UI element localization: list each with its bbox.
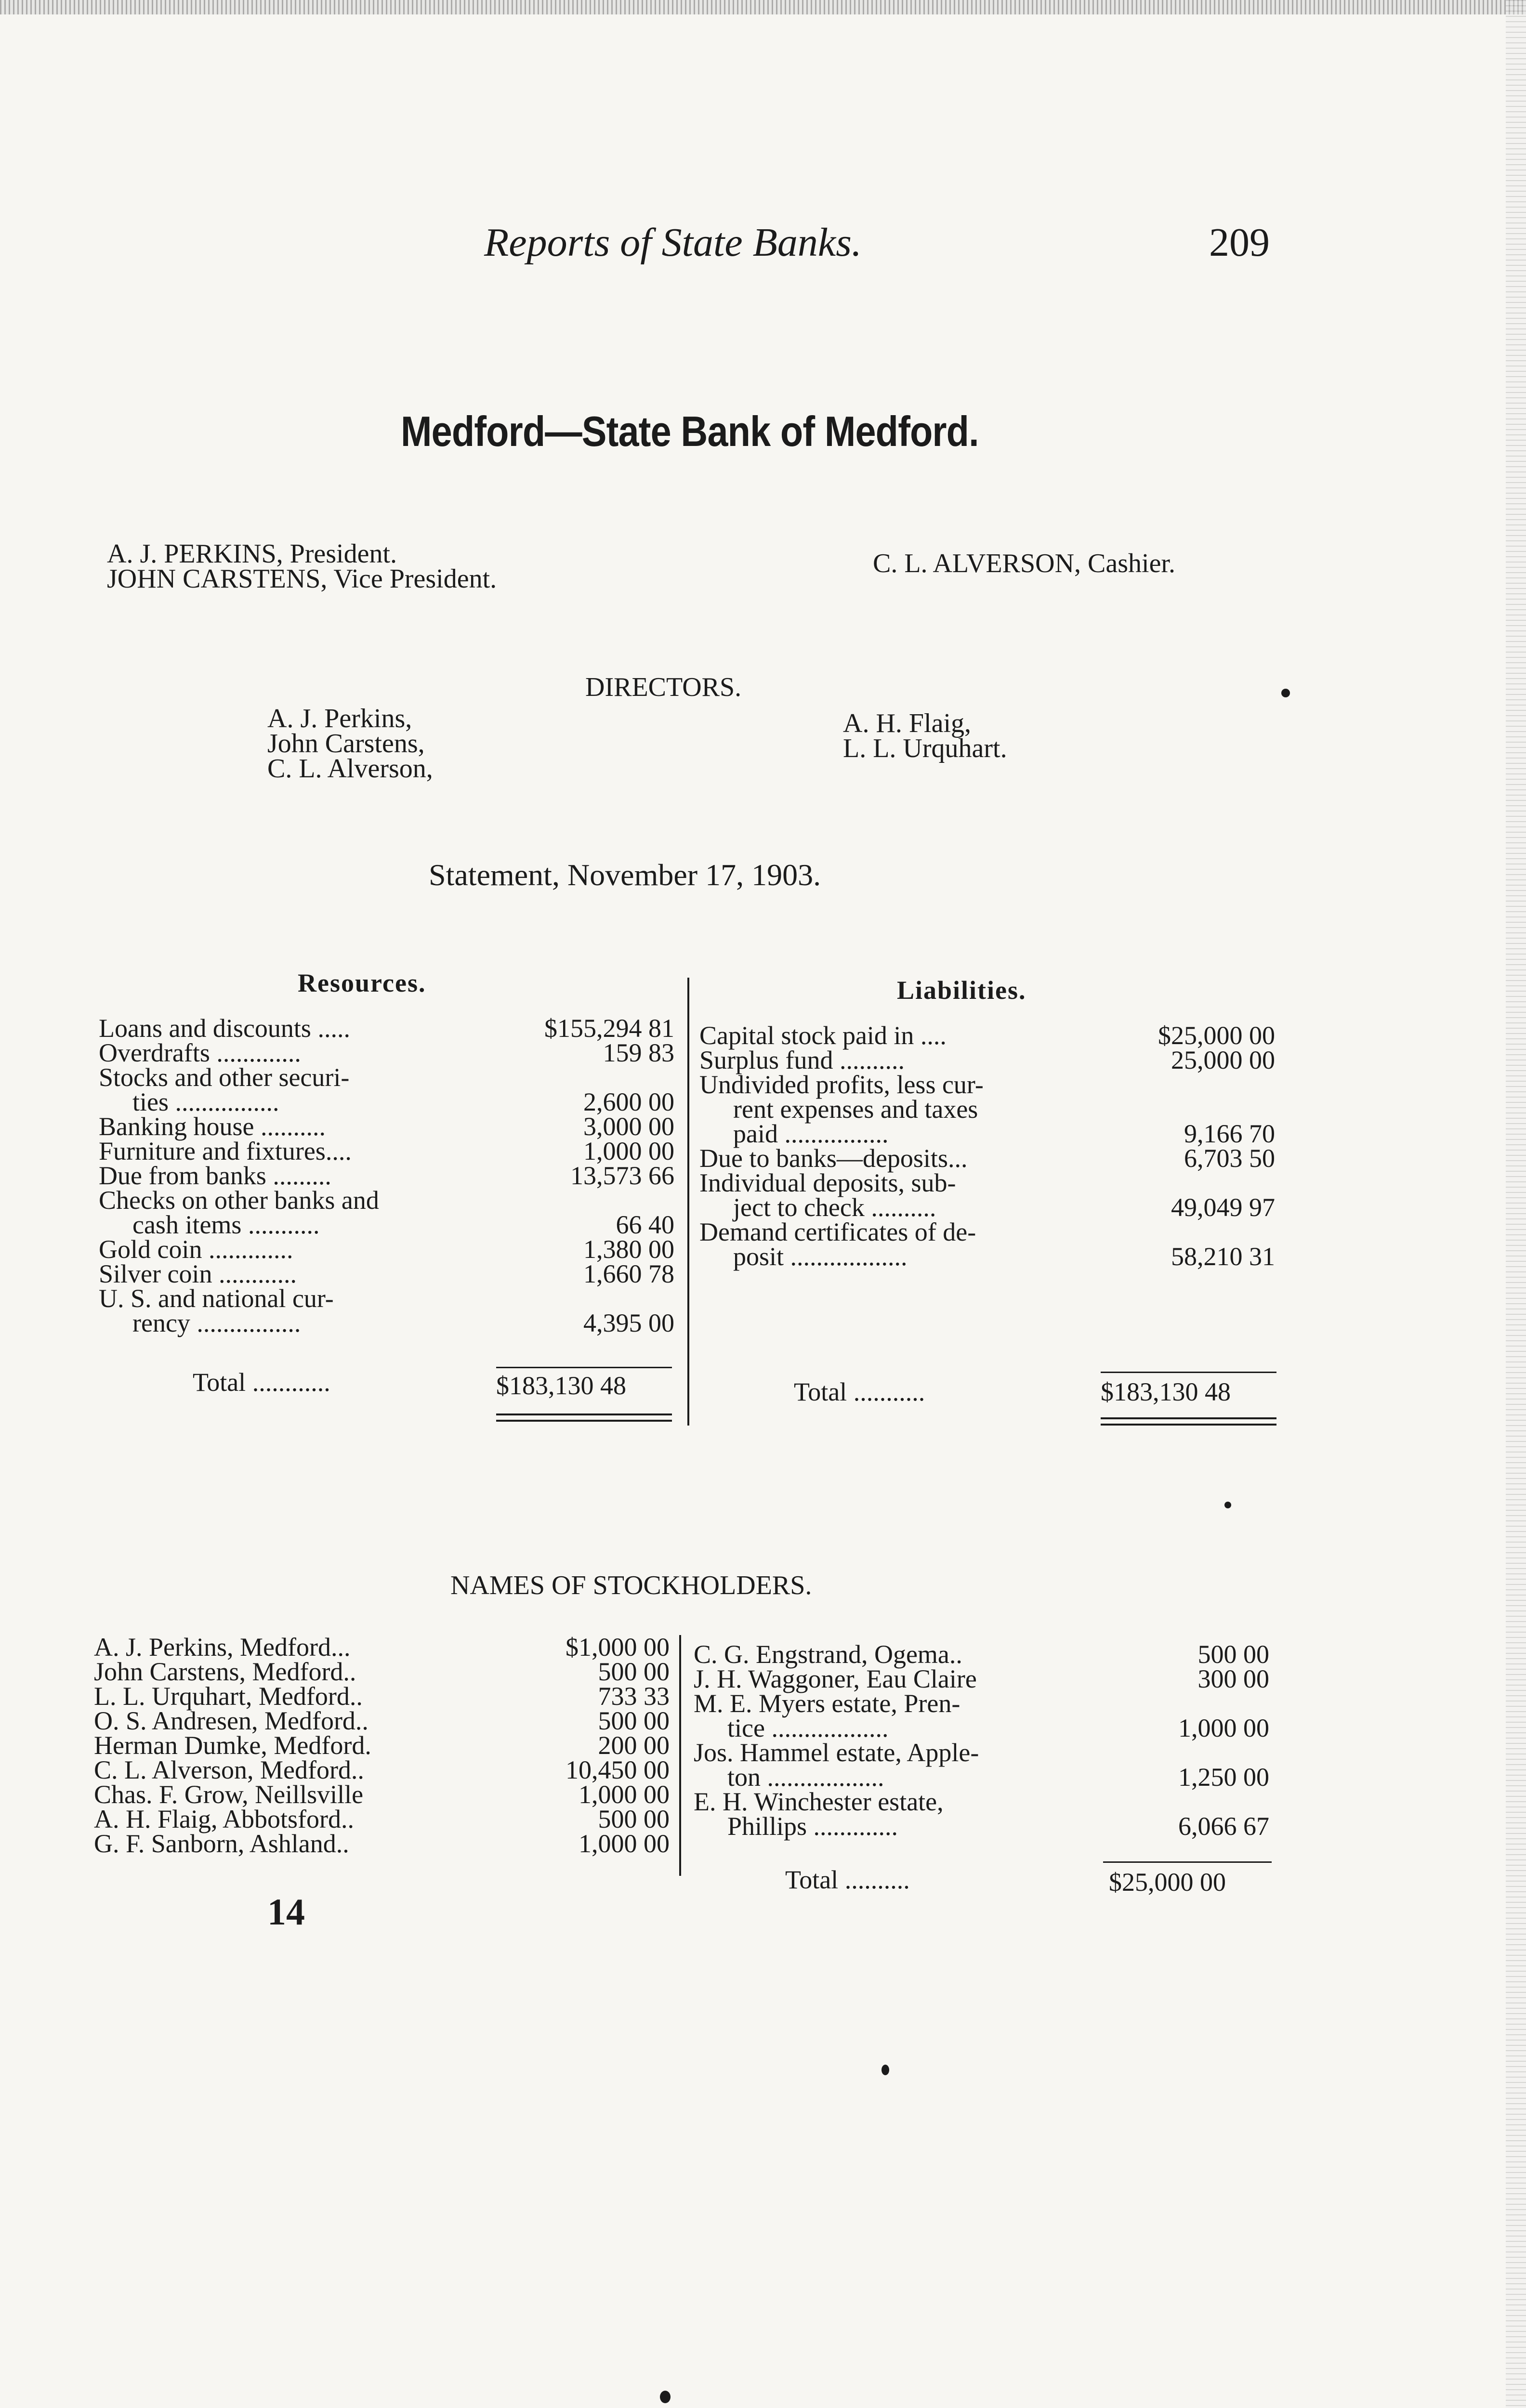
resource-label: cash items ...........	[132, 1210, 320, 1239]
signature-mark: 14	[267, 1891, 305, 1933]
resource-amount: 1,660 78	[583, 1259, 674, 1288]
liability-label: Individual deposits, sub-	[699, 1168, 956, 1197]
resources-double-rule	[496, 1420, 672, 1422]
resource-label: Furniture and fixtures....	[99, 1137, 352, 1165]
stockholder-amount: 1,000 00	[579, 1829, 670, 1858]
stockholder-amount: $1,000 00	[566, 1633, 670, 1662]
stockholder-amount: 10,450 00	[566, 1755, 670, 1784]
resource-amount: 159 83	[603, 1038, 674, 1067]
resources-double-rule	[496, 1413, 672, 1415]
resources-list	[99, 1016, 674, 1335]
liabilities-total-amount: $183,130 48	[1101, 1377, 1231, 1406]
stockholder-label: ton ..................	[727, 1763, 884, 1792]
stockholder-label: A. J. Perkins, Medford...	[94, 1633, 351, 1662]
bank-title: Medford—State Bank of Medford.	[401, 407, 979, 455]
stockholder-row	[94, 1635, 670, 1660]
stockholder-amount: 500 00	[598, 1805, 670, 1833]
resource-row	[99, 1161, 674, 1190]
liability-amount: 58,210 31	[1171, 1242, 1275, 1271]
resource-label: Banking house ..........	[99, 1112, 326, 1141]
resource-row	[99, 1065, 674, 1090]
resource-amount: $155,294 81	[544, 1014, 674, 1043]
resource-label: ties ................	[132, 1087, 279, 1116]
liability-row	[699, 1023, 1275, 1048]
resource-amount: 3,000 00	[583, 1112, 674, 1141]
stockholder-label: G. F. Sanborn, Ashland..	[94, 1829, 349, 1858]
stockholders-total-amount: $25,000 00	[1109, 1868, 1226, 1897]
stockholder-row	[94, 1807, 670, 1832]
resource-label: rency ................	[132, 1309, 301, 1337]
resources-heading: Resources.	[298, 968, 426, 997]
liability-row	[699, 1244, 1275, 1269]
resource-label: Overdrafts .............	[99, 1038, 301, 1067]
stockholder-amount: 200 00	[598, 1731, 670, 1760]
liability-label: Capital stock paid in ....	[699, 1021, 947, 1050]
resource-label: Checks on other banks and	[99, 1186, 379, 1215]
stockholder-amount: 1,000 00	[579, 1780, 670, 1809]
stockholder-label: M. E. Myers estate, Pren-	[694, 1689, 960, 1718]
resource-row	[99, 1210, 674, 1239]
stockholder-label: O. S. Andresen, Medford..	[94, 1706, 368, 1735]
stockholder-amount: 500 00	[598, 1657, 670, 1686]
liabilities-double-rule	[1101, 1424, 1276, 1426]
resources-total-amount: $183,130 48	[496, 1371, 626, 1400]
liabilities-total-label: Total ...........	[794, 1377, 925, 1406]
stockholders-divider	[679, 1635, 681, 1876]
resource-label: U. S. and national cur-	[99, 1284, 334, 1313]
stockholder-row	[94, 1755, 670, 1784]
resource-row	[99, 1038, 674, 1067]
officer-vice-president: JOHN CARSTENS, Vice President.	[107, 564, 497, 594]
print-speck	[1281, 689, 1290, 697]
liability-amount: 49,049 97	[1171, 1193, 1275, 1222]
liability-label: paid ................	[733, 1119, 889, 1148]
stockholder-row	[694, 1787, 1269, 1816]
resource-amount: 1,380 00	[583, 1235, 674, 1264]
stockholder-label: C. L. Alverson, Medford..	[94, 1755, 364, 1784]
director-name: C. L. Alverson,	[267, 754, 433, 784]
stockholder-row	[94, 1706, 670, 1735]
liability-row	[699, 1070, 1275, 1099]
liability-row	[699, 1097, 1275, 1122]
stockholder-amount: 1,250 00	[1178, 1763, 1269, 1792]
director-name: A. H. Flaig,	[843, 708, 971, 738]
liability-row	[699, 1146, 1275, 1171]
liability-label: posit ..................	[733, 1242, 908, 1271]
stockholder-amount: 500 00	[598, 1706, 670, 1735]
stockholder-label: tice ..................	[727, 1714, 889, 1742]
resources-total-rule	[496, 1367, 672, 1368]
liability-label: rent expenses and taxes	[733, 1095, 978, 1124]
director-name: L. L. Urquhart.	[843, 733, 1007, 763]
stockholders-left-list	[94, 1635, 670, 1856]
liability-amount: $25,000 00	[1158, 1021, 1275, 1050]
liability-label: Surplus fund ..........	[699, 1046, 905, 1074]
liability-row	[699, 1168, 1275, 1197]
stockholder-row	[94, 1733, 670, 1758]
statement-date: Statement, November 17, 1903.	[429, 858, 821, 892]
column-divider	[687, 978, 689, 1426]
scan-edge-top	[0, 0, 1526, 14]
print-speck	[1224, 1502, 1231, 1508]
officer-cashier: C. L. ALVERSON, Cashier.	[873, 549, 1175, 578]
running-title: Reports of State Banks.	[484, 220, 862, 265]
stockholder-row	[94, 1684, 670, 1709]
liability-amount: 25,000 00	[1171, 1046, 1275, 1074]
resource-amount: 13,573 66	[570, 1161, 674, 1190]
stockholder-label: Phillips .............	[727, 1812, 898, 1841]
directors-heading: DIRECTORS.	[585, 672, 742, 702]
liability-amount: 9,166 70	[1184, 1119, 1275, 1148]
resource-row	[99, 1188, 674, 1213]
scan-edge-right	[1506, 0, 1526, 2408]
resource-row	[99, 1087, 674, 1116]
liability-row	[699, 1048, 1275, 1073]
resource-row	[99, 1286, 674, 1311]
stockholder-amount: 6,066 67	[1178, 1812, 1269, 1841]
resource-row	[99, 1259, 674, 1288]
liabilities-heading: Liabilities.	[897, 976, 1026, 1005]
resource-label: Stocks and other securi-	[99, 1063, 350, 1092]
liability-row	[699, 1217, 1275, 1246]
stockholders-total-label: Total ..........	[785, 1865, 910, 1894]
resources-total-label: Total ............	[193, 1368, 330, 1397]
liabilities-total-rule	[1101, 1372, 1276, 1373]
resource-row	[99, 1016, 674, 1041]
stockholder-label: Chas. F. Grow, Neillsville	[94, 1780, 364, 1809]
resource-amount: 4,395 00	[583, 1309, 674, 1337]
stockholder-row	[94, 1657, 670, 1686]
stockholder-row	[694, 1814, 1269, 1839]
stockholder-amount: 500 00	[1197, 1640, 1269, 1669]
stockholder-row	[694, 1716, 1269, 1741]
resource-row	[99, 1237, 674, 1262]
stockholder-amount: 1,000 00	[1178, 1714, 1269, 1742]
stockholder-row	[694, 1738, 1269, 1767]
liability-amount: 6,703 50	[1184, 1144, 1275, 1173]
stockholder-label: John Carstens, Medford..	[94, 1657, 356, 1686]
resource-amount: 1,000 00	[583, 1137, 674, 1165]
resource-label: Gold coin .............	[99, 1235, 293, 1264]
stockholder-row	[94, 1829, 670, 1858]
resource-amount: 66 40	[616, 1210, 674, 1239]
resource-label: Silver coin ............	[99, 1259, 297, 1288]
stockholder-row	[694, 1664, 1269, 1693]
liability-row	[699, 1195, 1275, 1220]
stockholders-total-rule	[1103, 1861, 1272, 1863]
liability-row	[699, 1119, 1275, 1148]
officer-president: A. J. PERKINS, President.	[107, 539, 397, 569]
stockholder-label: J. H. Waggoner, Eau Claire	[694, 1664, 977, 1693]
stockholder-label: L. L. Urquhart, Medford..	[94, 1682, 363, 1711]
stockholder-label: A. H. Flaig, Abbotsford..	[94, 1805, 354, 1833]
stockholder-amount: 733 33	[598, 1682, 670, 1711]
director-name: A. J. Perkins,	[267, 704, 412, 733]
liabilities-list	[699, 1023, 1275, 1269]
print-speck	[660, 2391, 671, 2403]
stockholder-row	[694, 1691, 1269, 1716]
resource-label: Loans and discounts .....	[99, 1014, 350, 1043]
stockholders-right-list	[694, 1642, 1269, 1839]
stockholder-label: Jos. Hammel estate, Apple-	[694, 1738, 979, 1767]
page-number: 209	[1209, 220, 1270, 265]
resource-row	[99, 1114, 674, 1139]
resource-row	[99, 1311, 674, 1335]
stockholder-label: Herman Dumke, Medford.	[94, 1731, 371, 1760]
liability-label: Demand certificates of de-	[699, 1217, 976, 1246]
resource-label: Due from banks .........	[99, 1161, 331, 1190]
liability-label: Undivided profits, less cur-	[699, 1070, 984, 1099]
liabilities-double-rule	[1101, 1417, 1276, 1419]
stockholder-row	[694, 1642, 1269, 1667]
liability-label: ject to check ..........	[733, 1193, 936, 1222]
stockholder-amount: 300 00	[1197, 1664, 1269, 1693]
liability-label: Due to banks—deposits...	[699, 1144, 968, 1173]
stockholders-heading: NAMES OF STOCKHOLDERS.	[450, 1570, 812, 1600]
resource-amount: 2,600 00	[583, 1087, 674, 1116]
stockholder-label: C. G. Engstrand, Ogema..	[694, 1640, 962, 1669]
director-name: John Carstens,	[267, 729, 425, 759]
stockholder-label: E. H. Winchester estate,	[694, 1787, 944, 1816]
print-speck	[881, 2065, 889, 2075]
resource-row	[99, 1139, 674, 1164]
stockholder-row	[694, 1765, 1269, 1790]
stockholder-row	[94, 1782, 670, 1807]
